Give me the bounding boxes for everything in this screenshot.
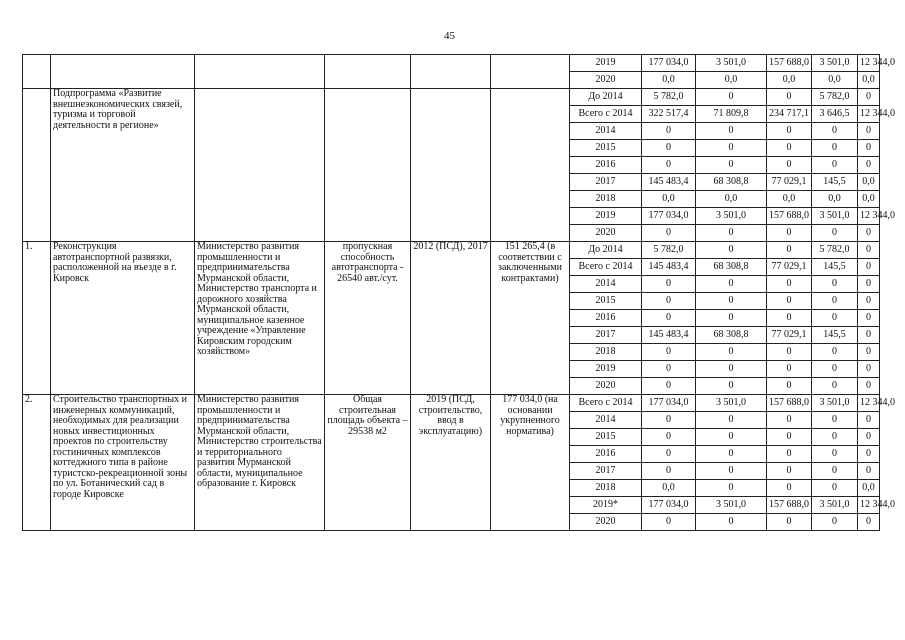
value-cell: 0	[858, 276, 880, 293]
value-cell: 0	[812, 310, 858, 327]
value-cell: 12 344,0	[858, 106, 880, 123]
empty-cell	[195, 55, 325, 89]
value-cell: 0	[642, 293, 696, 310]
value-cell: 0	[858, 514, 880, 531]
empty-cell	[491, 89, 570, 242]
value-cell: 0	[812, 446, 858, 463]
value-cell: 0	[696, 361, 767, 378]
value-cell: 0	[767, 514, 812, 531]
value-cell: 0	[767, 446, 812, 463]
empty-cell	[195, 89, 325, 242]
value-cell: 0	[812, 140, 858, 157]
value-cell: 12 344,0	[858, 395, 880, 412]
value-cell: 3 501,0	[812, 208, 858, 225]
value-cell: 0,0	[812, 191, 858, 208]
item-name: Строительство транспортных и инженерных коммуникаций, необходимых для реализации новых инвестиционных проектов по строительству гостиничных комплексов коттеджного типа в районе туристско-рекреационной зоны по ул. Ботанический сад в городе Кировске	[51, 395, 195, 531]
value-cell: 157 688,0	[767, 208, 812, 225]
year-cell: 2019*	[570, 497, 642, 514]
value-cell: 0	[767, 361, 812, 378]
value-cell: 0	[642, 429, 696, 446]
year-cell: 2014	[570, 276, 642, 293]
year-cell: 2015	[570, 429, 642, 446]
value-cell: 0	[696, 242, 767, 259]
year-cell: Всего с 2014	[570, 395, 642, 412]
year-cell: 2016	[570, 157, 642, 174]
value-cell: 0	[812, 412, 858, 429]
value-cell: 0	[696, 276, 767, 293]
investment-projects-table	[22, 54, 895, 531]
value-cell: 0	[767, 276, 812, 293]
value-cell: 0	[812, 514, 858, 531]
value-cell: 0	[812, 293, 858, 310]
value-cell: 0	[858, 378, 880, 395]
value-cell: 0	[812, 225, 858, 242]
year-cell: 2019	[570, 208, 642, 225]
value-cell: 145 483,4	[642, 259, 696, 276]
value-cell: 0	[858, 463, 880, 480]
value-cell: 12 344,0	[858, 208, 880, 225]
table-row	[23, 55, 880, 72]
value-cell: 0	[767, 123, 812, 140]
value-cell: 0	[767, 344, 812, 361]
value-cell: 0	[767, 157, 812, 174]
year-cell: 2015	[570, 293, 642, 310]
value-cell: 0,0	[858, 480, 880, 497]
value-cell: 0	[858, 89, 880, 106]
table-row	[23, 395, 880, 412]
value-cell: 0	[812, 123, 858, 140]
value-cell: 0	[858, 242, 880, 259]
year-cell: 2014	[570, 412, 642, 429]
value-cell: 0	[858, 310, 880, 327]
value-cell: 145 483,4	[642, 174, 696, 191]
value-cell: 0	[858, 327, 880, 344]
value-cell: 0	[858, 446, 880, 463]
value-cell: 3 501,0	[812, 395, 858, 412]
value-cell: 3 501,0	[696, 208, 767, 225]
item-name: Реконструкция автотранспортной развязки, расположенной на въезде в г. Кировск	[51, 242, 195, 395]
value-cell: 68 308,8	[696, 327, 767, 344]
value-cell: 0	[812, 276, 858, 293]
year-cell: До 2014	[570, 242, 642, 259]
value-cell: 77 029,1	[767, 259, 812, 276]
value-cell: 0	[642, 123, 696, 140]
year-cell: До 2014	[570, 89, 642, 106]
value-cell: 0	[642, 463, 696, 480]
subprogram-name: Подпрограмма «Развитие внешнеэкономических связей, туризма и торговой деятельности в регионе»	[51, 89, 195, 242]
value-cell: 0	[767, 378, 812, 395]
value-cell: 12 344,0	[858, 497, 880, 514]
year-cell: 2016	[570, 310, 642, 327]
table-row	[23, 89, 880, 106]
item-capacity: пропускная способность автотранспорта - 26540 авт./сут.	[325, 242, 411, 395]
value-cell: 0	[812, 157, 858, 174]
value-cell: 0	[696, 378, 767, 395]
value-cell: 0	[642, 344, 696, 361]
value-cell: 0	[642, 157, 696, 174]
year-cell: 2018	[570, 480, 642, 497]
value-cell: 0	[642, 276, 696, 293]
empty-cell	[51, 55, 195, 89]
empty-cell	[23, 55, 51, 89]
value-cell: 0	[812, 463, 858, 480]
year-cell: 2018	[570, 344, 642, 361]
value-cell: 157 688,0	[767, 395, 812, 412]
year-cell: 2020	[570, 72, 642, 89]
value-cell: 0	[642, 514, 696, 531]
value-cell: 0	[642, 310, 696, 327]
value-cell: 0	[767, 242, 812, 259]
year-cell: Всего с 2014	[570, 259, 642, 276]
value-cell: 0	[696, 344, 767, 361]
value-cell: 0	[858, 157, 880, 174]
value-cell: 0	[696, 157, 767, 174]
year-cell: 2015	[570, 140, 642, 157]
value-cell: 0	[696, 480, 767, 497]
item-period: 2012 (ПСД), 2017	[411, 242, 491, 395]
value-cell: 0	[696, 89, 767, 106]
value-cell: 0	[696, 463, 767, 480]
value-cell: 5 782,0	[812, 242, 858, 259]
value-cell: 3 646,5	[812, 106, 858, 123]
item-period: 2019 (ПСД, строительство, ввод в эксплуатацию)	[411, 395, 491, 531]
value-cell: 0	[696, 140, 767, 157]
value-cell: 0	[642, 446, 696, 463]
value-cell: 177 034,0	[642, 55, 696, 72]
value-cell: 145,5	[812, 327, 858, 344]
value-cell: 5 782,0	[642, 89, 696, 106]
value-cell: 0	[642, 140, 696, 157]
value-cell: 0	[696, 293, 767, 310]
empty-cell	[411, 89, 491, 242]
year-cell: 2017	[570, 463, 642, 480]
value-cell: 3 501,0	[696, 497, 767, 514]
value-cell: 0	[812, 361, 858, 378]
value-cell: 0,0	[642, 191, 696, 208]
value-cell: 0	[767, 463, 812, 480]
value-cell: 145,5	[812, 259, 858, 276]
value-cell: 0	[812, 344, 858, 361]
year-cell: 2020	[570, 225, 642, 242]
item-number: 2.	[23, 395, 51, 531]
value-cell: 0	[696, 310, 767, 327]
value-cell: 0	[696, 225, 767, 242]
value-cell: 177 034,0	[642, 497, 696, 514]
year-cell: 2017	[570, 174, 642, 191]
empty-cell	[325, 89, 411, 242]
value-cell: 77 029,1	[767, 174, 812, 191]
value-cell: 0,0	[858, 72, 880, 89]
value-cell: 0	[696, 123, 767, 140]
year-cell: Всего с 2014	[570, 106, 642, 123]
value-cell: 68 308,8	[696, 174, 767, 191]
item-number: 1.	[23, 242, 51, 395]
value-cell: 3 501,0	[812, 497, 858, 514]
year-cell: 2014	[570, 123, 642, 140]
value-cell: 0	[858, 429, 880, 446]
page-number: 45	[444, 30, 455, 42]
value-cell: 0	[696, 446, 767, 463]
value-cell: 0,0	[858, 191, 880, 208]
value-cell: 0	[767, 429, 812, 446]
value-cell: 0,0	[696, 72, 767, 89]
value-cell: 157 688,0	[767, 55, 812, 72]
value-cell: 0,0	[858, 174, 880, 191]
value-cell: 0	[812, 429, 858, 446]
item-cost: 151 265,4 (в соответствии с заключенными контрактами)	[491, 242, 570, 395]
year-cell: 2020	[570, 378, 642, 395]
item-capacity: Общая строительная площадь объекта – 29538 м2	[325, 395, 411, 531]
value-cell: 145,5	[812, 174, 858, 191]
empty-cell	[491, 55, 570, 89]
value-cell: 0	[858, 123, 880, 140]
value-cell: 0	[858, 344, 880, 361]
value-cell: 0	[858, 140, 880, 157]
year-cell: 2016	[570, 446, 642, 463]
year-cell: 2019	[570, 55, 642, 72]
value-cell: 0,0	[696, 191, 767, 208]
value-cell: 0	[696, 429, 767, 446]
value-cell: 0	[858, 225, 880, 242]
value-cell: 0	[696, 514, 767, 531]
year-cell: 2020	[570, 514, 642, 531]
value-cell: 0	[767, 412, 812, 429]
value-cell: 3 501,0	[696, 395, 767, 412]
value-cell: 145 483,4	[642, 327, 696, 344]
value-cell: 77 029,1	[767, 327, 812, 344]
item-executor: Министерство развития промышленности и предпринимательства Мурманской области, Министерство транспорта и дорожного хозяйства Мурманской области, муниципальное казенное учреждение «Управление Кировским городским хозяйством»	[195, 242, 325, 395]
value-cell: 0,0	[642, 480, 696, 497]
item-cost: 177 034,0 (на основании укрупненного норматива)	[491, 395, 570, 531]
empty-cell	[23, 89, 51, 242]
value-cell: 0,0	[767, 191, 812, 208]
value-cell: 0	[812, 480, 858, 497]
value-cell: 0	[858, 293, 880, 310]
value-cell: 0	[696, 412, 767, 429]
value-cell: 12 344,0	[858, 55, 880, 72]
value-cell: 0	[767, 140, 812, 157]
value-cell: 0	[642, 378, 696, 395]
empty-cell	[325, 55, 411, 89]
value-cell: 3 501,0	[812, 55, 858, 72]
value-cell: 0	[642, 225, 696, 242]
value-cell: 0	[767, 89, 812, 106]
value-cell: 0,0	[812, 72, 858, 89]
value-cell: 3 501,0	[696, 55, 767, 72]
item-executor: Министерство развития промышленности и предпринимательства Мурманской области, Министерство строительства и территориального развития Мурманской области, муниципальное образование г. Кировск	[195, 395, 325, 531]
value-cell: 0	[767, 293, 812, 310]
value-cell: 0	[858, 361, 880, 378]
value-cell: 0	[812, 378, 858, 395]
value-cell: 5 782,0	[642, 242, 696, 259]
value-cell: 0	[767, 480, 812, 497]
value-cell: 0	[767, 225, 812, 242]
value-cell: 177 034,0	[642, 208, 696, 225]
value-cell: 0	[642, 361, 696, 378]
value-cell: 5 782,0	[812, 89, 858, 106]
value-cell: 157 688,0	[767, 497, 812, 514]
value-cell: 322 517,4	[642, 106, 696, 123]
value-cell: 0	[858, 259, 880, 276]
table-row	[23, 242, 880, 259]
value-cell: 71 809,8	[696, 106, 767, 123]
value-cell: 177 034,0	[642, 395, 696, 412]
year-cell: 2018	[570, 191, 642, 208]
year-cell: 2017	[570, 327, 642, 344]
value-cell: 234 717,1	[767, 106, 812, 123]
empty-cell	[411, 55, 491, 89]
value-cell: 68 308,8	[696, 259, 767, 276]
value-cell: 0	[767, 310, 812, 327]
value-cell: 0	[642, 412, 696, 429]
value-cell: 0,0	[767, 72, 812, 89]
year-cell: 2019	[570, 361, 642, 378]
value-cell: 0	[858, 412, 880, 429]
value-cell: 0,0	[642, 72, 696, 89]
